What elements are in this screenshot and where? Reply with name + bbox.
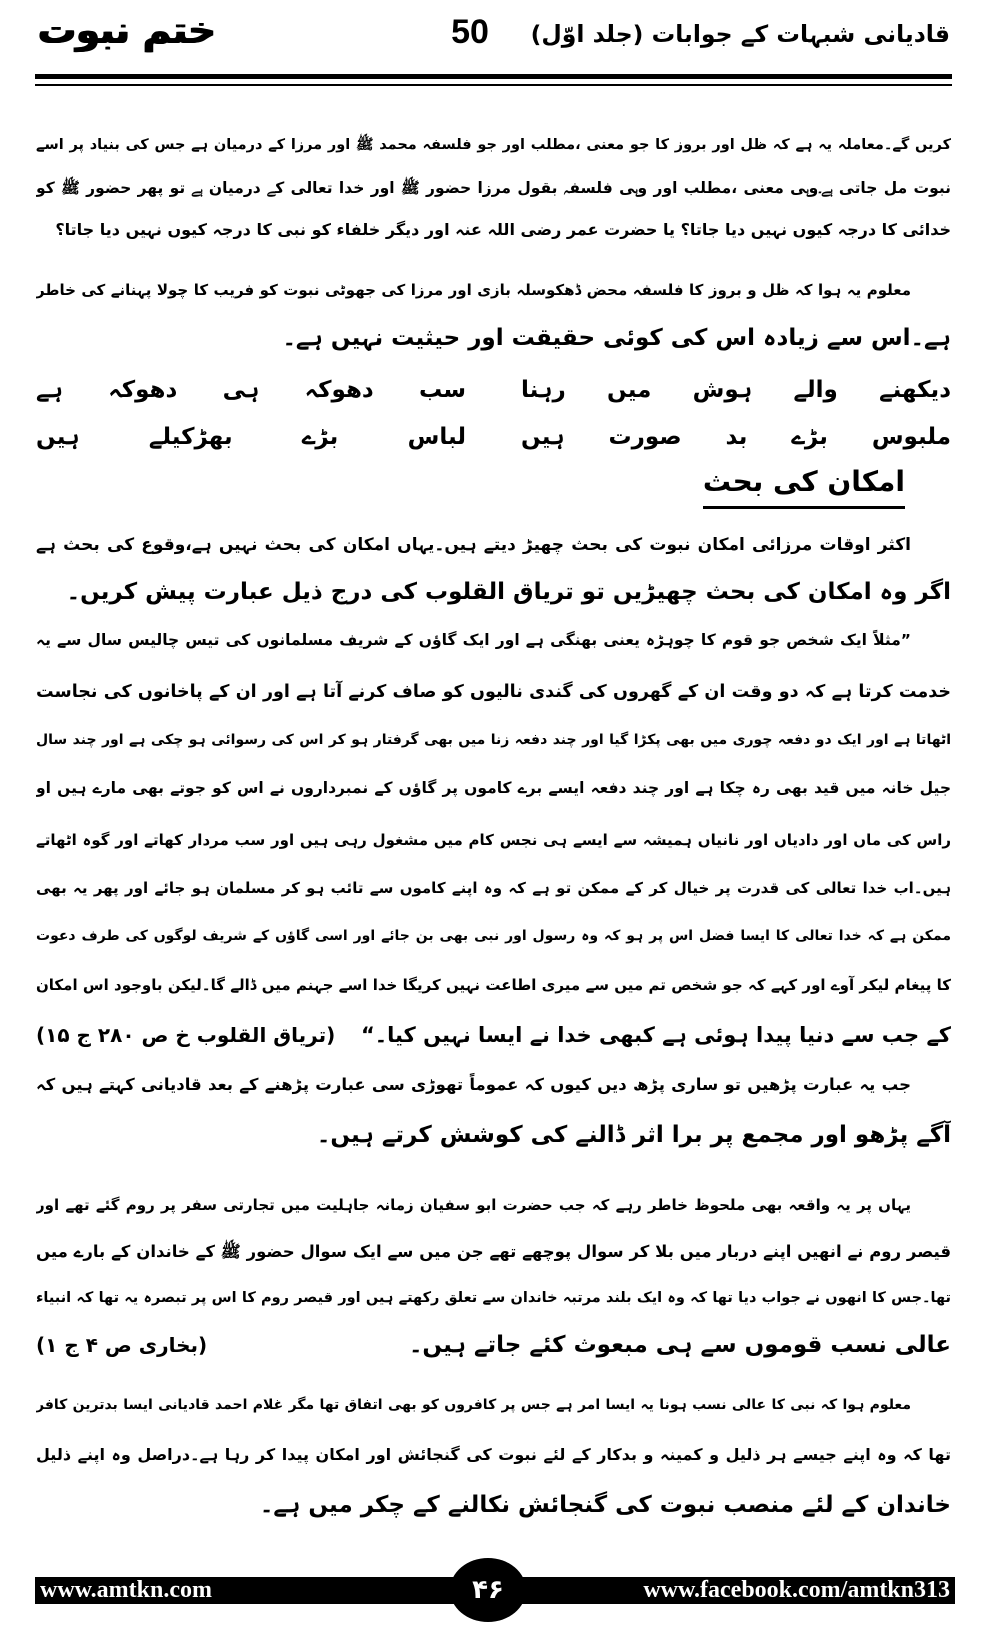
verse-second-half: سب دھوکہ ہی دھوکہ ہے [36, 377, 466, 403]
verse-second-half: لباس بڑے بھڑکیلے ہیں [36, 424, 466, 450]
text-line: یہاں پر یہ واقعہ بھی ملحوظ خاطر رہے کہ جب حضرت ابو سفیان زمانہ جاہلیت میں تجارتی سفر پر روم گئے تھے اور [36, 1196, 911, 1214]
verse-first-half: دیکھنے والے ہوش میں رہنا [521, 377, 951, 403]
text-line: ہیں۔اب خدا تعالی کی قدرت پر خیال کر کے ممکن تو ہے کہ وہ اپنے کاموں سے تائب ہو کر مسلمان ہو جائے اور پھر یہ بھی [36, 879, 951, 897]
text-line: آگے پڑھو اور مجمع پر برا اثر ڈالنے کی کوشش کرتے ہیں۔ [316, 1122, 951, 1148]
poem-verse [36, 415, 951, 459]
text-line: تھا کہ وہ اپنے جیسے ہر ذلیل و کمینہ و بدکار کے لئے نبوت کی گنجائش اور امکان پیدا کر رہا ہے۔دراصل وہ اپنے ذلیل [36, 1445, 951, 1464]
text-line: ”مثلاً ایک شخص جو قوم کا چوہڑہ یعنی بھنگی ہے اور ایک گاؤں کے شریف مسلمانوں کی تیس چالیس سال سے یہ [36, 631, 911, 649]
page-number: 50 [451, 13, 489, 51]
section-heading: امکان کی بحث [703, 460, 905, 509]
text-line: معلوم یہ ہوا کہ ظل و بروز کا فلسفہ محض ڈھکوسلہ بازی اور مرزا کی جھوٹی نبوت کو فریب کا چولا پہنانے کی خاطر [36, 281, 911, 299]
facebook-link[interactable]: www.facebook.com/amtkn313 [643, 1577, 950, 1603]
text-line: کا پیغام لیکر آوے اور کہے کہ جو شخص تم میں سے میری اطاعت نہیں کریگا خدا اسے جہنم میں ڈالے گا۔لیکن باوجود اس امکان [36, 976, 951, 994]
text-line: خاندان کے لئے منصب نبوت کی گنجائش نکالنے کے چکر میں ہے۔ [259, 1492, 951, 1518]
text-line-with-reference [36, 1013, 951, 1057]
text-line: ممکن ہے کہ خدا تعالی کا ایسا فضل اس پر ہو کہ وہ رسول اور نبی بھی بن جائے اور اسی گاؤں کے شریف لوگوں کی طرف دعوت [36, 928, 951, 944]
citation-reference: (تریاق القلوب خ ص ۲۸۰ ج ۱۵) [36, 1023, 336, 1047]
verse-first-half: ملبوس بڑے بد صورت ہیں [521, 424, 951, 450]
text-line: تھا۔جس کا انھوں نے جواب دیا تھا کہ وہ ایک بلند مرتبہ خاندان سے تعلق رکھتے ہیں اور قیصر روم کا اس پر تبصرہ یہ تھا کہ انبیاء [36, 1290, 951, 1306]
text-line: کے جب سے دنیا پیدا ہوئی ہے کبھی خدا نے ایسا نہیں کیا۔“ [360, 1023, 951, 1047]
text-line: معلوم ہوا کہ نبی کا عالی نسب ہونا یہ ایسا امر ہے جس پر کافروں کو بھی اتفاق تھا مگر غلام احمد قادیانی ایسا بدترین کافر [36, 1397, 911, 1413]
text-line: ہے۔اس سے زیادہ اس کی کوئی حقیقت اور حیثیت نہیں ہے۔ [282, 325, 951, 351]
text-line: اگر وہ امکان کی بحث چھیڑیں تو تریاق القلوب کی درج ذیل عبارت پیش کریں۔ [66, 579, 951, 605]
website-link[interactable]: www.amtkn.com [40, 1577, 212, 1603]
text-line: نبوت مل جاتی ہے۔وہی معنی ،مطلب اور وہی فلسفہ بقول مرزا حضور ﷺ اور خدا تعالی کے درمیان ہے تو پھر حضور ﷺ کو [36, 179, 951, 197]
text-line: قیصر روم نے انھیں اپنے دربار میں بلا کر سوال پوچھے تھے جن میں سے ایک سوال حضور ﷺ کے خاندان کے بارے میں [36, 1242, 951, 1261]
poem-verse [36, 368, 951, 412]
text-line: اکثر اوقات مرزائی امکان نبوت کی بحث چھیڑ دیتے ہیں۔یہاں امکان کی بحث نہیں ہے،وقوع کی بحث ہے [36, 535, 911, 555]
book-title: قادیانی شبہات کے جوابات (جلد اوّل) [530, 20, 950, 48]
text-line: عالی نسب قوموں سے ہی مبعوث کئے جاتے ہیں۔ [408, 1332, 951, 1358]
text-line: راس کی ماں اور دادیاں اور نانیاں ہمیشہ سے ایسے ہی نجس کام میں مشغول رہی ہیں اور سب مردار کھاتے اور گوہ اٹھاتے [36, 831, 951, 849]
text-line: خدائی کا درجہ کیوں نہیں دیا جاتا؟ یا حضرت عمر رضی اللہ عنہ اور دیگر خلفاء کو نبی کا درجہ کیوں نہیں دیا جاتا؟ [55, 220, 951, 239]
text-line: کریں گے۔معاملہ یہ ہے کہ ظل اور بروز کا جو معنی ،مطلب اور جو فلسفہ محمد ﷺ اور مرزا کے درمیان ہے جس کی بنیاد پر اسے [36, 137, 951, 153]
text-line: جب یہ عبارت پڑھیں تو ساری پڑھ دیں کیوں کہ عموماً تھوڑی سی عبارت پڑھنے کے بعد قادیانی کہتے ہیں کہ [36, 1075, 911, 1094]
text-line: خدمت کرتا ہے کہ دو وقت ان کے گھروں کی گندی نالیوں کو صاف کرنے آتا ہے اور ان کے پاخانوں کی نجاست [36, 682, 951, 702]
text-line: جیل خانہ میں قید بھی رہ چکا ہے اور چند دفعہ ایسے برے کاموں پر گاؤں کے نمبرداروں نے اس کو جوتے بھی مارے ہیں او [36, 779, 951, 797]
header-rule-thick [35, 74, 952, 79]
header-rule-thin [35, 84, 952, 86]
text-line-with-reference [36, 1323, 951, 1367]
citation-reference: (بخاری ص ۴ ج ۱) [36, 1333, 208, 1357]
book-page-number: ۴۶ [450, 1558, 526, 1622]
khatm-e-nabuwat-logo: ختم نبوت [38, 8, 216, 52]
text-line: اٹھاتا ہے اور ایک دو دفعہ چوری میں بھی پکڑا گیا اور چند دفعہ زنا میں بھی گرفتار ہو کر اس کی رسوائی ہو چکی ہے اور چند سال [36, 732, 951, 748]
